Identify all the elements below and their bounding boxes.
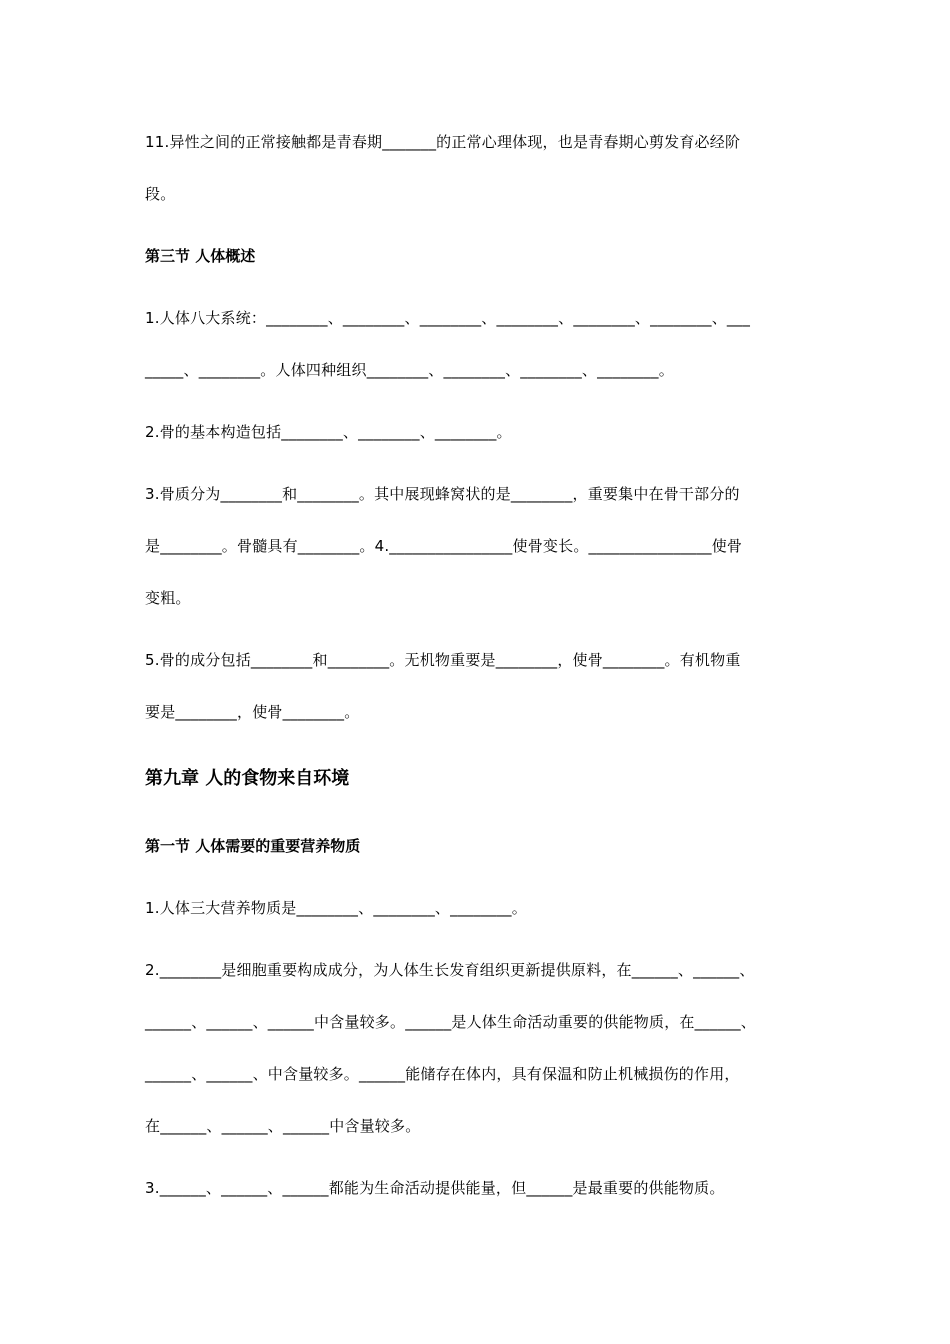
s3-q2-line: 2.骨的基本构造包括________、________、________。: [145, 423, 512, 441]
s3-q5-line-1: 5.骨的成分包括________和________。无机物重要是________，使骨________。有机物重: [145, 651, 741, 669]
s1-q2-line-4: 在______、______、______中含量较多。: [145, 1117, 421, 1135]
s1-q2-line-2: ______、______、______中含量较多。______是人体生命活动重要的供能物质，在______、: [145, 1013, 757, 1031]
document-body: [145, 116, 815, 1214]
s3-q3-line-2: 是________。骨髓具有________。4.________________使骨变长。________________使骨: [145, 537, 743, 555]
s1-q2-line-1: 2.________是细胞重要构成成分，为人体生长发育组织更新提供原料，在______、______、: [145, 961, 755, 979]
q11-line-2: 段。: [145, 185, 176, 203]
section-heading-3: 第三节 人体概述: [145, 247, 256, 265]
s3-q5-line-2: 要是________，使骨________。: [145, 703, 360, 721]
s1-q2-line-3: ______、______、中含量较多。______能储存在体内，具有保温和防止机械损伤的作用，: [145, 1065, 740, 1083]
s3-q3-line-1: 3.骨质分为________和________。其中展现蜂窝状的是________，重要集中在骨干部分的: [145, 485, 740, 503]
s1-q3-line: 3.______、______、______都能为生命活动提供能量，但______是最重要的供能物质。: [145, 1179, 725, 1197]
q11-line-1: 11.异性之间的正常接触都是青春期_______的正常心理体现，也是青春期心剪发育必经阶: [145, 133, 741, 151]
s3-q1-line-1: 1.人体八大系统：________、________、________、________、________、________、___: [145, 309, 751, 327]
section-heading-1: 第一节 人体需要的重要营养物质: [145, 837, 361, 855]
s1-q1-line: 1.人体三大营养物质是________、________、________。: [145, 899, 527, 917]
chapter-heading-9: 第九章 人的食物来自环境: [145, 768, 350, 789]
s3-q3-line-3: 变粗。: [145, 589, 191, 607]
s3-q1-line-2: _____、________。人体四种组织________、________、________、________。: [145, 361, 674, 379]
